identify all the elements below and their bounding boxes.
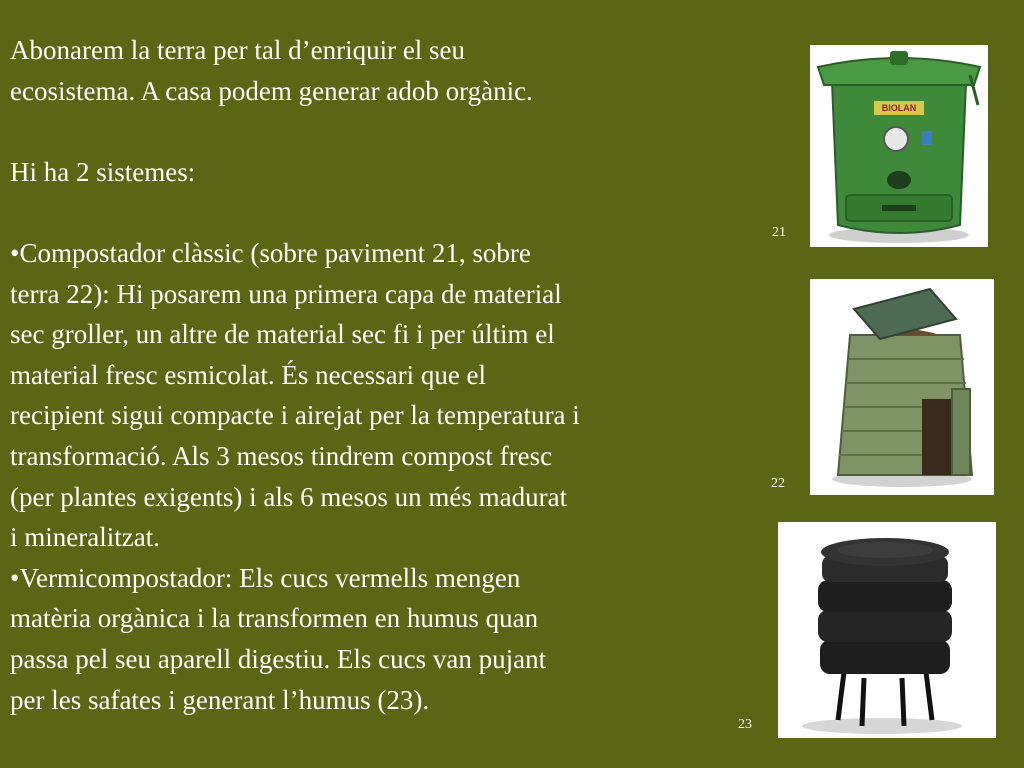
image-composter-22	[810, 279, 994, 495]
bullet1-line: terra 22): Hi posarem una primera capa de material	[10, 278, 562, 309]
image-label-22: 22	[771, 476, 785, 491]
spacer	[10, 111, 710, 152]
intro-line-1: Abonarem la terra per tal d’enriquir el seu	[10, 35, 466, 65]
main-text	[10, 30, 710, 720]
image-composter-21	[810, 45, 988, 247]
vermicomposter-illustration	[778, 522, 996, 738]
intro-line-2: ecosistema. A casa podem generar adob orgànic.	[10, 75, 533, 106]
bullet2-line: passa pel seu aparell digestiu. Els cucs van pujant	[10, 643, 547, 674]
bullet1-line: transformació. Als 3 mesos tindrem compost fresc	[10, 440, 553, 471]
bullet2-line: matèria orgànica i la transformen en humus quan	[10, 603, 539, 634]
image-label-21: 21	[772, 225, 786, 240]
spacer	[10, 192, 710, 233]
systems-heading: Hi ha 2 sistemes:	[10, 156, 196, 187]
bullet2-line: •Vermicompostador: Els cucs vermells mengen	[10, 562, 521, 593]
image-vermicomposter-23	[778, 522, 996, 738]
image-label-23: 23	[738, 717, 752, 732]
bullet1-line: (per plantes exigents) i als 6 mesos un més madurat	[10, 481, 568, 512]
bullet1-line: i mineralitzat.	[10, 522, 160, 553]
bullet1-line: •Compostador clàssic (sobre paviment 21, sobre	[10, 237, 531, 268]
soil-composter-illustration	[810, 279, 994, 495]
bullet1-line: material fresc esmicolat. És necessari que el	[10, 359, 487, 390]
green-composter-illustration	[810, 45, 988, 247]
bullet1-line: sec groller, un altre de material sec fi i per últim el	[10, 319, 555, 350]
brand-logo: BIOLAN	[881, 103, 917, 113]
bullet2-line: per les safates i generant l’humus (23).	[10, 684, 430, 715]
bullet1-line: recipient sigui compacte i airejat per la temperatura i	[10, 400, 580, 431]
